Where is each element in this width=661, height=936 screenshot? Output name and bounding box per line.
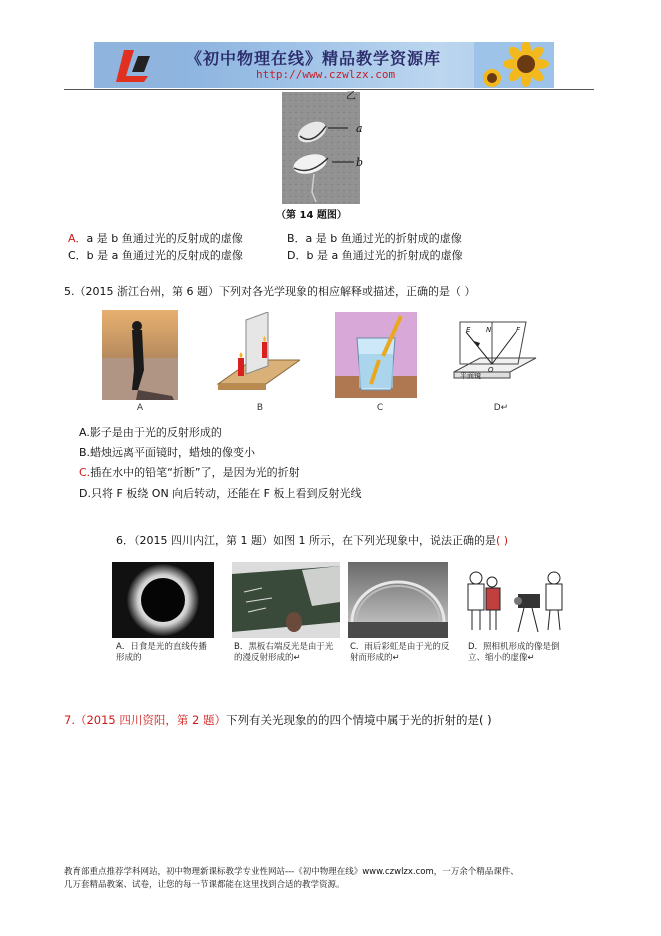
q5-ray-label-e: E xyxy=(466,326,471,334)
fig14-caption: （第 14 题图） xyxy=(276,210,347,221)
q7-stem-text: 下列有关光现象的的四个情境中属于光的折射的是( ) xyxy=(226,713,492,727)
q5-stem: 5.（2015 浙江台州，第 6 题）下列对各光学现象的相应解释或描述，正确的是（ ） xyxy=(64,285,476,298)
site-title: 《初中物理在线》精品教学资源库 xyxy=(186,49,442,68)
q7-prefix: 7. xyxy=(64,713,75,727)
sunflower-icon xyxy=(474,42,554,88)
q5-image-pencil-water xyxy=(335,312,417,398)
q6-image-eclipse xyxy=(112,562,214,638)
q5-option-c[interactable] xyxy=(79,466,300,480)
site-logo-icon xyxy=(94,42,184,88)
q14-option-b[interactable]: B．a 是 b 鱼通过光的折射成的虚像 xyxy=(287,232,462,245)
fig14-label-top: 乙 xyxy=(346,91,356,102)
q6-image-blackboard xyxy=(232,562,340,638)
q6-caption-d: D．照相机形成的像是倒立、缩小的虚像↵ xyxy=(468,642,560,663)
q5-image-shadow xyxy=(102,310,178,400)
q6-stem xyxy=(116,534,508,548)
q6-paren: ( ) xyxy=(495,534,509,547)
q5-ray-label-f: F xyxy=(516,326,521,334)
footer-line-2: 几万套精品教案、试卷，让您的每一节课都能在这里找到合适的教学资源。 xyxy=(64,880,345,890)
q14-option-a[interactable] xyxy=(68,232,243,246)
q5-option-c-letter: C. xyxy=(79,466,91,479)
q6-image-rainbow xyxy=(348,562,448,638)
footer-line-1: 教育部重点推荐学科网站，初中物理新课标教学专业性网站---《初中物理在线》www.czwlzx.com，一万余个精品课件、 xyxy=(64,867,519,877)
q6-caption-a: A．日食是光的直线传播形成的 xyxy=(116,642,207,663)
q5-ray-label-n: N xyxy=(486,326,492,334)
fish-photo-image xyxy=(282,92,360,204)
q5-option-d[interactable]: D.只将 F 板绕 ON 向后转动，还能在 F 板上看到反射光线 xyxy=(79,487,362,500)
q14-option-c[interactable]: C．b 是 a 鱼通过光的反射成的虚像 xyxy=(68,249,243,262)
q7-source: （2015 四川资阳，第 2 题） xyxy=(74,713,227,727)
q5-label-d: D↵ xyxy=(493,403,509,413)
q5-image-candle-mirror xyxy=(216,312,300,398)
q5-ray-label-o: O xyxy=(488,366,494,374)
q14-option-a-letter: A． xyxy=(68,232,87,245)
q5-image-mirror-diagram xyxy=(452,318,538,398)
header-rule xyxy=(64,89,594,90)
q7-stem xyxy=(64,713,492,727)
q14-option-d[interactable]: D．b 是 a 鱼通过光的折射成的虚像 xyxy=(287,249,463,262)
q6-caption-b: B．黑板右端反光是由于光的漫反射形成的↵ xyxy=(234,642,334,663)
q5-option-c-text: 插在水中的铅笔“折断”了，是因为光的折射 xyxy=(90,466,300,479)
fish-figure xyxy=(282,92,360,204)
q5-label-b: B xyxy=(256,403,264,413)
fig14-label-b: b xyxy=(356,156,364,169)
q5-mirror-label: 平面镜 xyxy=(460,372,481,380)
q5-label-c: C xyxy=(376,403,384,413)
q6-image-camera xyxy=(462,564,572,636)
q5-option-a[interactable]: A.影子是由于光的反射形成的 xyxy=(79,426,222,439)
q5-option-b[interactable]: B.蜡烛远离平面镜时，蜡烛的像变小 xyxy=(79,446,256,459)
fig14-label-a: a xyxy=(356,122,363,135)
header-banner xyxy=(94,42,554,88)
q6-caption-c: C．雨后彩虹是由于光的反射而形成的↵ xyxy=(350,642,450,663)
q6-stem-text: 6．（2015 四川内江，第 1 题）如图 1 所示，在下列光现象中，说法正确的是 xyxy=(116,534,496,547)
q5-label-a: A xyxy=(136,403,144,413)
q14-option-a-text: a 是 b 鱼通过光的反射成的虚像 xyxy=(86,232,243,245)
site-url[interactable]: http://www.czwlzx.com xyxy=(256,68,396,81)
